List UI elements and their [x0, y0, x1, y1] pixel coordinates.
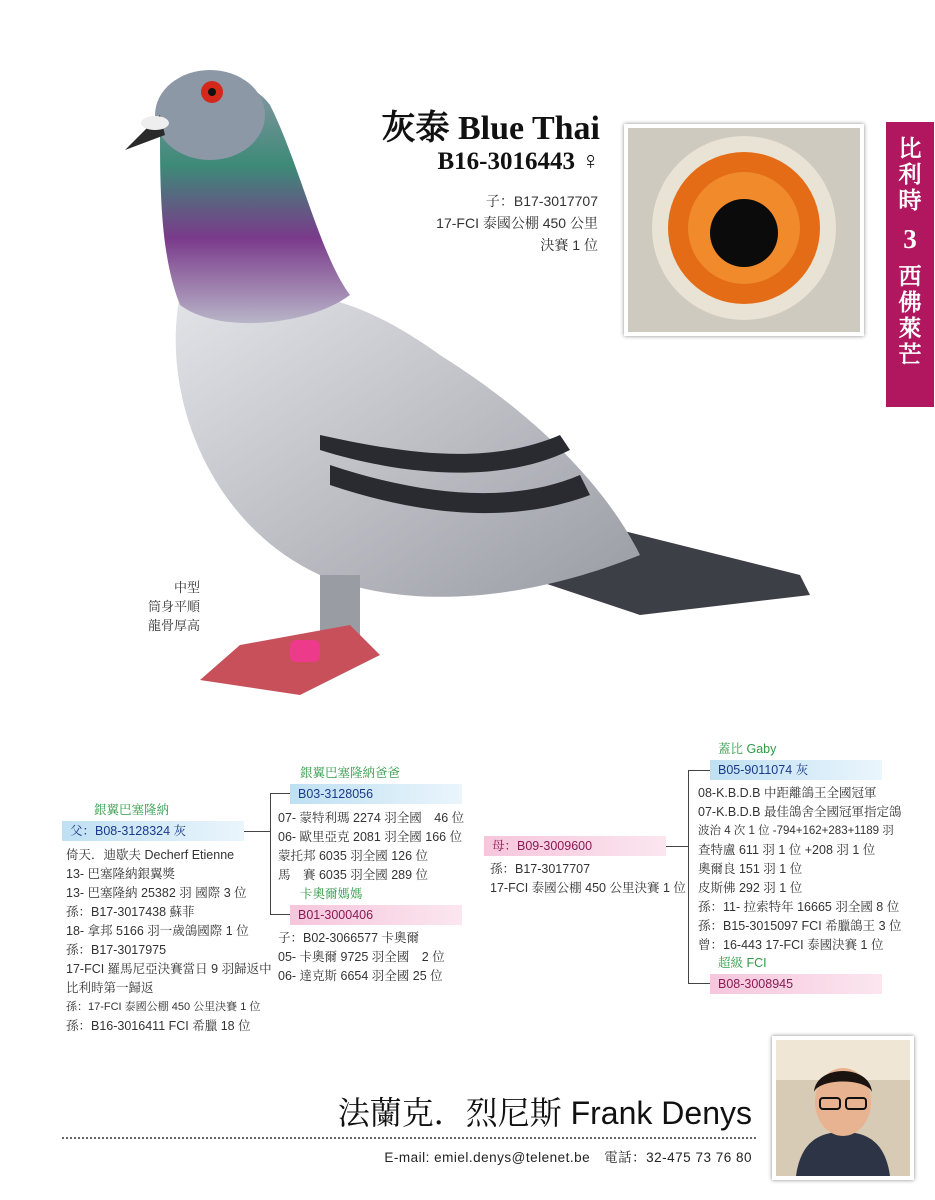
sire-line: 17-FCI 羅馬尼亞決賽當日 9 羽歸返中 — [66, 962, 272, 976]
bird-info-line: 17-FCI 泰國公棚 450 公里 — [436, 215, 598, 231]
banner-char: 西 — [898, 264, 922, 289]
dam-lines — [490, 860, 686, 898]
eye-photo — [624, 124, 864, 336]
sire-father-line: 07- 蒙特利瑪 2274 羽全國 46 位 — [278, 811, 465, 825]
connector — [270, 793, 290, 794]
trait: 中型 — [173, 580, 200, 595]
sire-mother-ring: B01-3000406 — [290, 905, 462, 925]
sire-mother-line: 05- 卡奧爾 9725 羽全國 2 位 — [278, 950, 445, 964]
dam-father-line: 奧爾良 151 羽 1 位 — [698, 862, 803, 876]
dam-father-nickname: 蓋比 Gaby — [718, 742, 777, 756]
dam-father-line: 查特盧 611 羽 1 位 +208 羽 1 位 — [698, 843, 876, 857]
dam-father-lines — [698, 784, 902, 955]
sire-mother-nickname: 卡奧爾媽媽 — [300, 887, 363, 901]
dam-mother-nickname: 超級 FCI — [718, 956, 767, 970]
bird-ring: B16-3016443 ♀ — [437, 148, 600, 175]
connector — [688, 770, 710, 771]
banner-char: 利 — [898, 162, 922, 187]
banner-char: 比 — [898, 136, 922, 161]
bird-info — [340, 190, 598, 256]
sire-line: 孫：17-FCI 泰國公棚 450 公里決賽 1 位 — [66, 1001, 261, 1013]
sire-lines — [66, 846, 272, 1036]
trait: 筒身平順 — [147, 599, 200, 614]
sire-mother-line: 子：B02-3066577 卡奧爾 — [278, 931, 420, 945]
sire-father-nickname: 銀翼巴塞隆納爸爸 — [300, 766, 401, 780]
connector — [244, 831, 270, 832]
bird-name: 灰泰 Blue Thai — [381, 110, 600, 147]
banner-char: 時 — [898, 188, 922, 213]
sire-mother-lines — [278, 929, 445, 986]
connector — [270, 793, 271, 915]
dam-line: 孫：B17-3017707 — [490, 862, 591, 876]
side-banner — [886, 122, 934, 407]
dam-father-line: 孫：B15-3015097 FCI 希臘鴿王 3 位 — [698, 919, 902, 933]
dam-father-line: 波治 4 次 1 位 -794+162+283+1189 羽 — [698, 825, 894, 837]
banner-char: 佛 — [898, 290, 922, 315]
sire-line: 孫：B17-3017438 蘇菲 — [66, 905, 195, 919]
sire-line: 13- 巴塞隆納 25382 羽 國際 3 位 — [66, 886, 247, 900]
sire-mother-line: 06- 達克斯 6654 羽全國 25 位 — [278, 969, 443, 983]
dam-mother-ring: B08-3008945 — [710, 974, 882, 994]
banner-char: 芒 — [898, 342, 922, 367]
bird-info-line: 決賽 1 位 — [540, 237, 598, 253]
bird-info-line: 子：B17-3017707 — [485, 193, 598, 209]
bird-traits — [140, 578, 200, 635]
sire-line: 孫：B17-3017975 — [66, 943, 167, 957]
sire-father-ring: B03-3128056 — [290, 784, 462, 804]
dam-father-line: 皮斯佛 292 羽 1 位 — [698, 881, 803, 895]
connector — [688, 770, 689, 984]
footer-divider — [62, 1137, 756, 1139]
banner-char: 萊 — [898, 316, 922, 341]
dam-ring: 母：B09-3009600 — [484, 836, 666, 856]
sire-father-line: 06- 歐里亞克 2081 羽全國 166 位 — [278, 830, 463, 844]
contact-info: E-mail: emiel.denys@telenet.be 電話：32-475 73 76 80 — [384, 1150, 752, 1165]
sire-ring: 父：B08-3128324 灰 — [62, 821, 244, 841]
dam-father-line: 07-K.B.D.B 最佳鴿舍全國冠軍指定鴿 — [698, 805, 902, 819]
dam-line: 17-FCI 泰國公棚 450 公里決賽 1 位 — [490, 881, 686, 895]
breeder-name: 法蘭克．烈尼斯 Frank Denys — [337, 1095, 752, 1131]
breeder-photo — [772, 1036, 914, 1180]
dam-father-line: 孫：11- 拉索特年 16665 羽全國 8 位 — [698, 900, 900, 914]
connector — [688, 983, 710, 984]
connector — [270, 914, 290, 915]
sire-line: 18- 拿邦 5166 羽一歲鴿國際 1 位 — [66, 924, 249, 938]
dam-father-line: 曾：16-443 17-FCI 泰國決賽 1 位 — [698, 938, 884, 952]
sire-line: 倚天．迪歇夫 Decherf Etienne — [66, 848, 235, 862]
sire-father-lines — [278, 809, 464, 885]
dam-father-line: 08-K.B.D.B 中距離鴿王全國冠軍 — [698, 786, 877, 800]
sire-father-line: 蒙托邦 6035 羽全國 126 位 — [278, 849, 429, 863]
dam-father-ring: B05-9011074 灰 — [710, 760, 882, 780]
sire-father-line: 馬 賽 6035 羽全國 289 位 — [278, 868, 429, 882]
sire-line: 13- 巴塞隆納銀翼獎 — [66, 867, 176, 881]
sire-line: 比利時第一歸返 — [66, 981, 154, 995]
trait: 龍骨厚高 — [147, 618, 200, 633]
banner-char: 3 — [903, 224, 917, 254]
connector — [666, 846, 688, 847]
sire-line: 孫：B16-3016411 FCI 希臘 18 位 — [66, 1019, 251, 1033]
sire-nickname: 銀翼巴塞隆納 — [94, 803, 170, 817]
